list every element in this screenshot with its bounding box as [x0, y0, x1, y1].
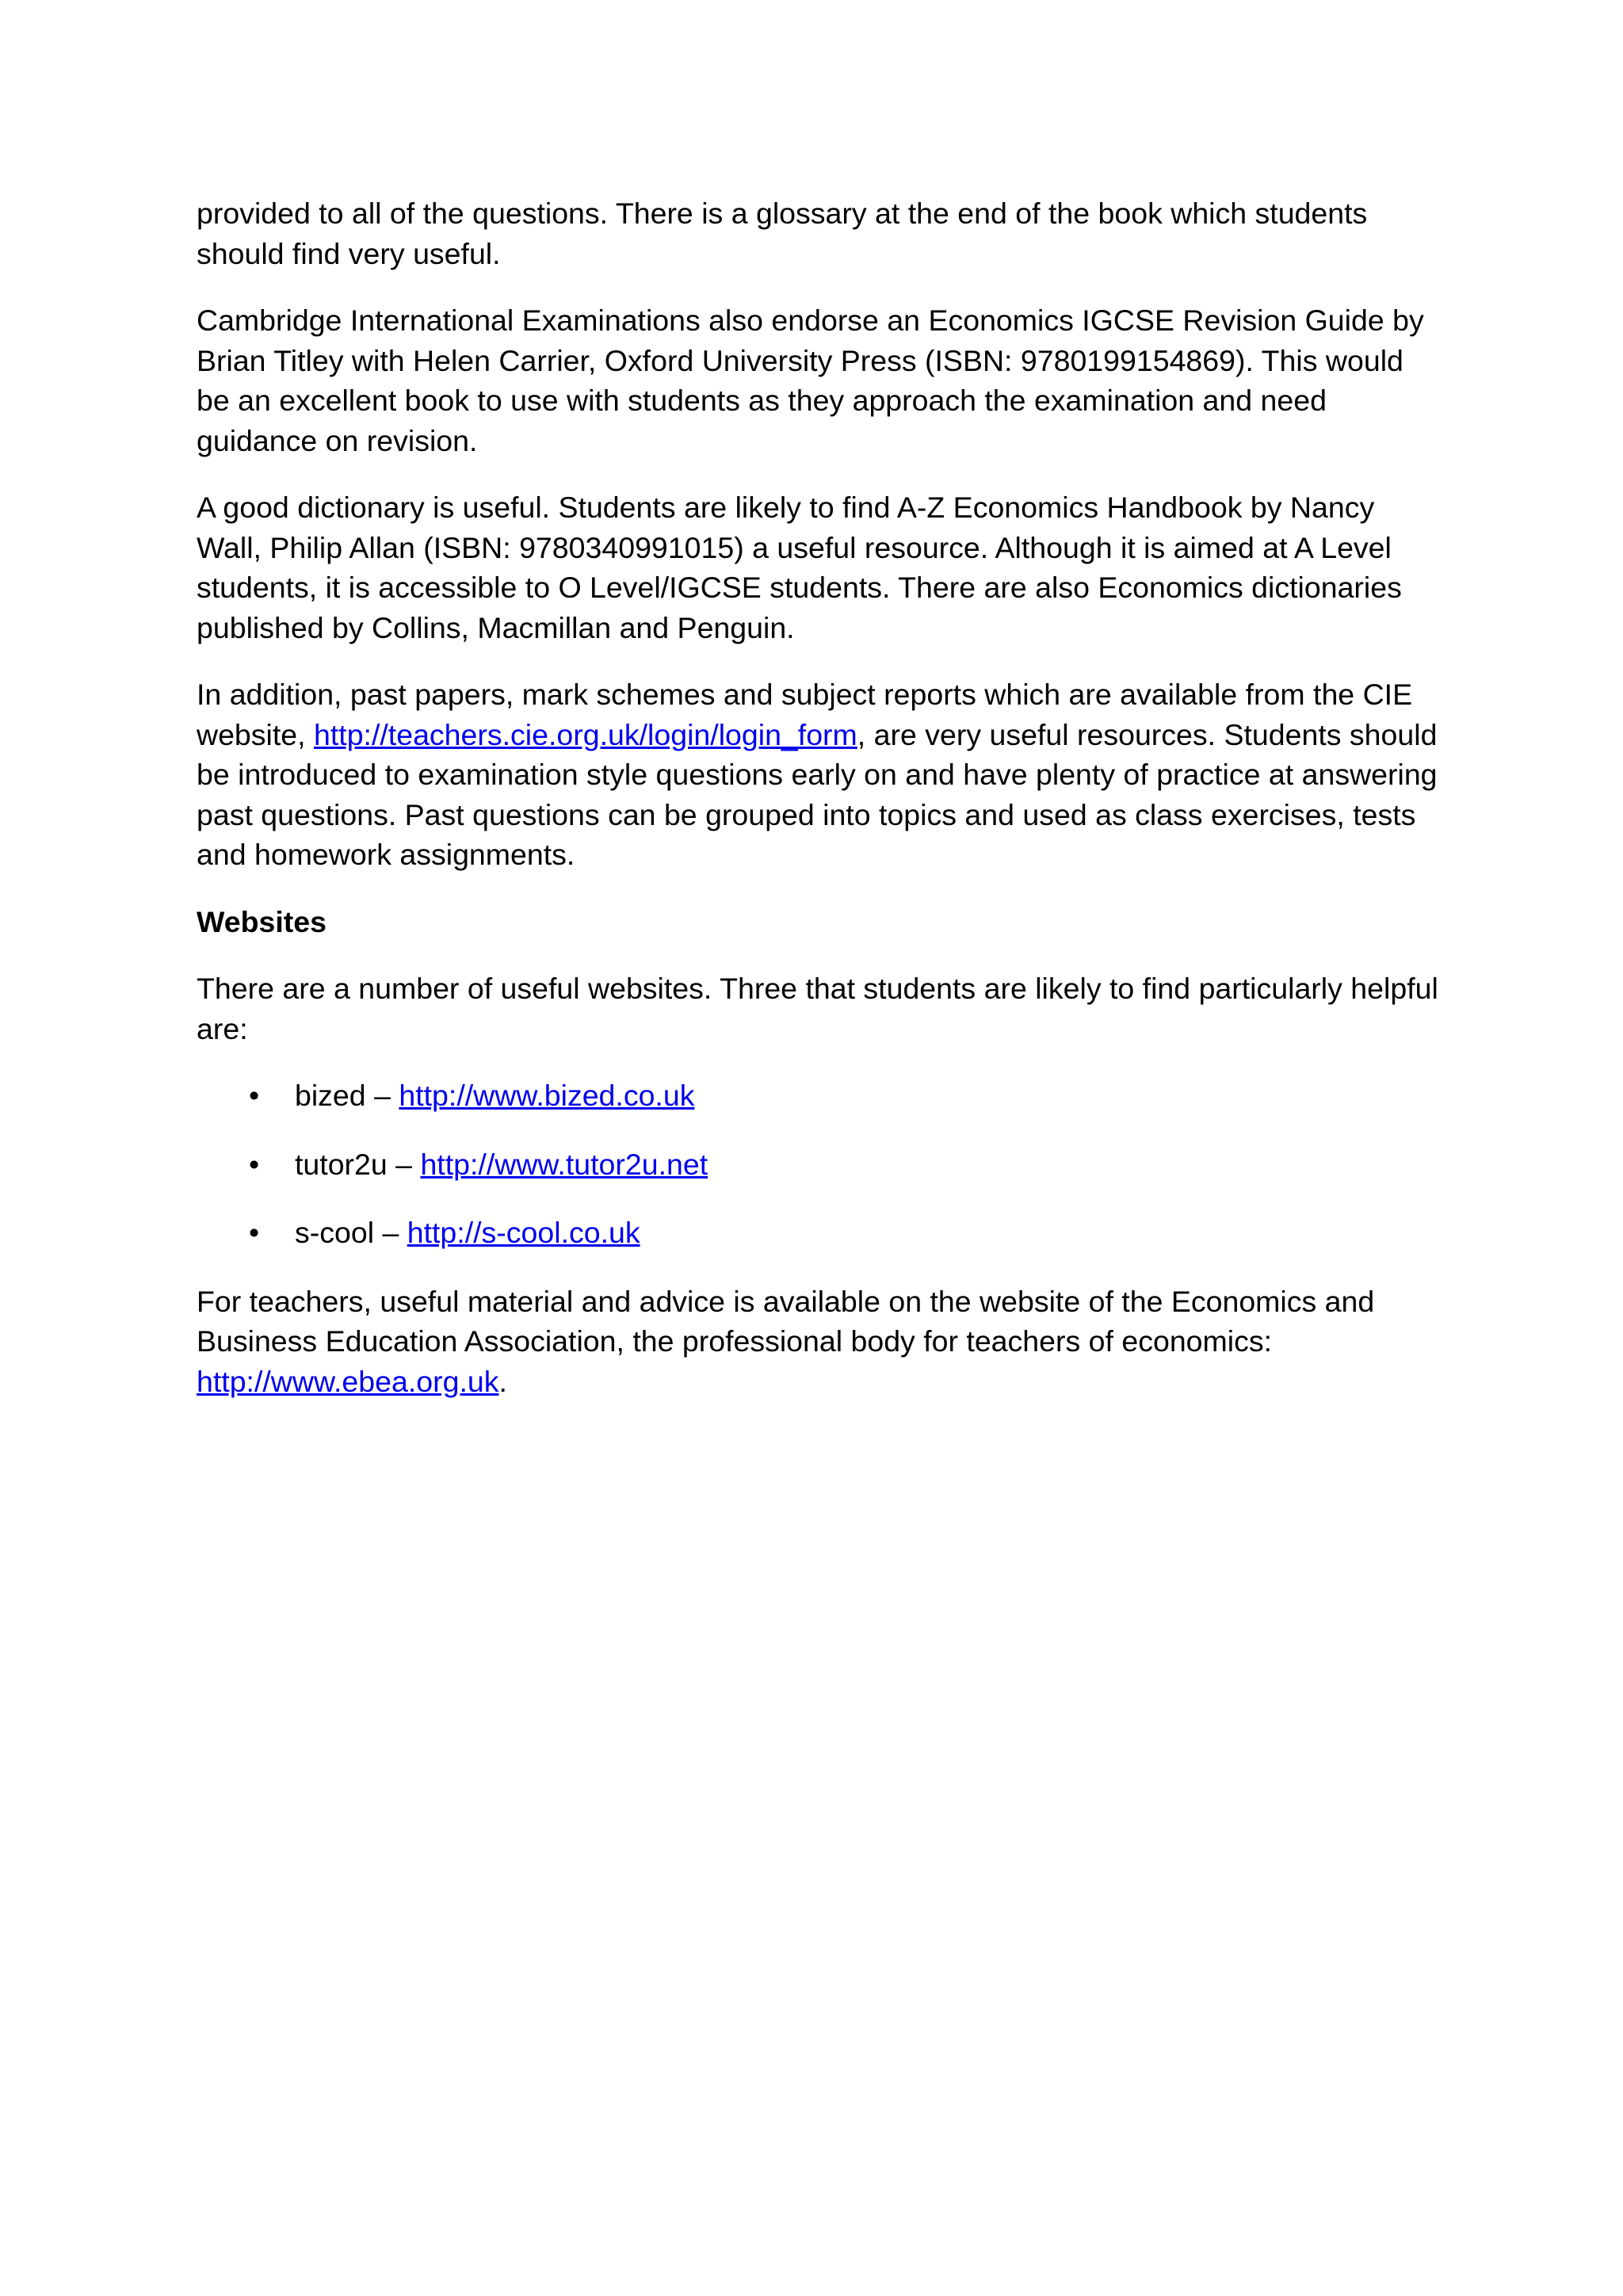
bullet-icon: • — [249, 1216, 260, 1249]
revision-guide-paragraph: Cambridge International Examinations also endorse an Economics IGCSE Revision Guide by Brian Titley with Helen Carrier, Oxford University Press (ISBN: 9780199154869). This would be an excellent book to use with students as they approach the examination and need guidance on revision. — [197, 304, 1424, 457]
bullet-icon: • — [249, 1079, 260, 1112]
cie-teachers-link[interactable]: http://teachers.cie.org.uk/login/login_form — [314, 717, 857, 751]
teachers-paragraph — [197, 1282, 1441, 1402]
teachers-text: For teachers, useful material and advice is available on the website of the Economics and Business Education Association, the professional body for teachers of economics: — [197, 1284, 1375, 1358]
websites-heading: Websites — [197, 904, 327, 938]
past-papers-text: In addition, past papers, mark schemes and subject reports which are available from the CIE website, — [197, 678, 1413, 751]
bullet-icon: • — [249, 1147, 260, 1181]
website-name: tutor2u — [295, 1147, 388, 1181]
website-name: bized — [295, 1079, 366, 1112]
website-separator: – — [365, 1079, 399, 1112]
past-papers-text-continued: , are very useful resources. Students should be introduced to examination style questions early on and have plenty of practice at answering past questions. Past questions can be grouped into topics and used as class exercises, tests and homework assignments. — [197, 717, 1438, 871]
bized-link[interactable]: http://www.bized.co.uk — [399, 1079, 695, 1112]
list-item — [197, 1075, 1441, 1116]
list-item — [197, 1144, 1441, 1185]
past-papers-paragraph — [197, 674, 1441, 875]
website-separator: – — [374, 1216, 407, 1249]
tutor2u-link[interactable]: http://www.tutor2u.net — [420, 1147, 708, 1181]
websites-list — [197, 1075, 1441, 1253]
websites-intro: There are a number of useful websites. Three that students are likely to find particularly helpful are: — [197, 972, 1438, 1045]
list-item — [197, 1213, 1441, 1253]
glossary-paragraph: provided to all of the questions. There is a glossary at the end of the book which students should find very useful. — [197, 197, 1368, 270]
ebea-link[interactable]: http://www.ebea.org.uk — [197, 1364, 499, 1398]
website-name: s-cool — [295, 1216, 375, 1249]
document-page — [197, 193, 1441, 1428]
dictionary-paragraph: A good dictionary is useful. Students are likely to find A-Z Economics Handbook by Nancy Wall, Philip Allan (ISBN: 9780340991015) a useful resource. Although it is aimed at A Level students, it is accessible to O Level/IGCSE students. There are also Economics dictionaries published by Collins, Macmillan and Penguin. — [197, 491, 1402, 644]
s-cool-link[interactable]: http://s-cool.co.uk — [407, 1216, 640, 1249]
teachers-end: . — [498, 1364, 507, 1398]
website-separator: – — [387, 1147, 421, 1181]
